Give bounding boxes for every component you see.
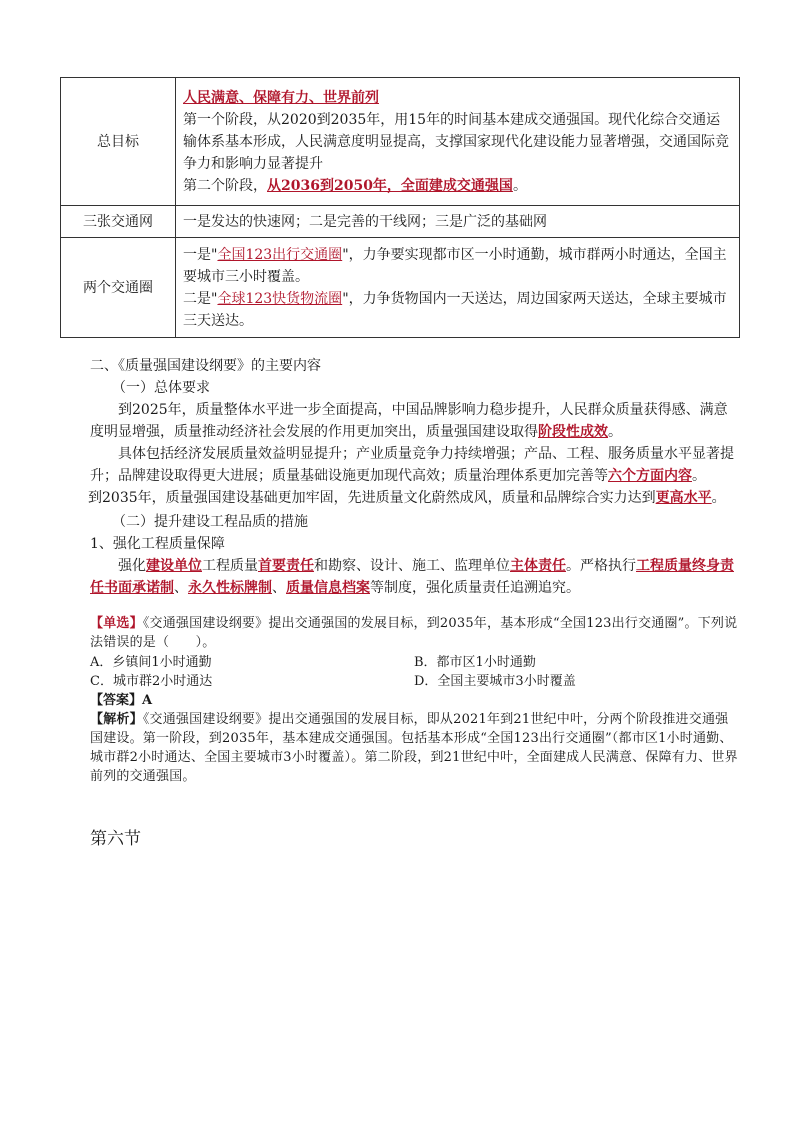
circle-two-text: 二是"全球123快货物流圈"，力争货物国内一天送达，周边国家两天送达，全球主要城市三天送达。 — [183, 290, 727, 329]
analysis: 【解析】《交通强国建设纲要》提出交通强国的发展目标，即从2021年到21世纪中叶，分两个阶段推进交通强国建设。第一阶段，到2035年，基本建成交通强国。包括基本形成“全国123出行交通圈”（都市区1小时通勤、城市群2小时通达、全国主要城市3小时覆盖）。第二阶段，到21世纪中叶，全面建成人民满意、保障有力、世界前列的交通强国。 — [90, 712, 738, 784]
table-row — [61, 238, 740, 338]
circle-one-text: 一是"全国123出行交通圈"，力争要实现都市区一小时通勤，城市群两小时通达，全国主要城市三小时覆盖。 — [183, 246, 727, 285]
row-label: 两个交通圈 — [61, 238, 176, 338]
goals-table — [60, 77, 740, 338]
paragraph: 到2035年，质量强国建设基础更加牢固，先进质量文化蔚然成风，质量和品牌综合实力达到更高水平。 — [88, 490, 726, 506]
table-row — [61, 206, 740, 238]
option-b: B．都市区1小时通勤 — [414, 655, 536, 670]
question-stem: 【单选】《交通强国建设纲要》提出交通强国的发展目标，到2035年，基本形成“全国123出行交通圈”。下列说法错误的是（ ）。 — [90, 616, 738, 650]
highlight-text: 人民满意、保障有力、世界前列 — [183, 89, 379, 106]
subsection-title: （一）总体要求 — [112, 380, 210, 396]
stage-one-text: 第一个阶段，从2020到2035年，用15年的时间基本建成交通强国。现代化综合交通运输体系基本形成，人民满意度明显提高，支撑国家现代化建设能力显著增强，交通国际竞争力和影响力显著提升 — [183, 111, 729, 172]
option-c: C．城市群2小时通达 — [90, 674, 213, 689]
option-d: D．全国主要城市3小时覆盖 — [414, 674, 576, 689]
row-content — [176, 78, 740, 206]
stage-two-text: 第二个阶段，从2036到2050年，全面建成交通强国。 — [183, 177, 527, 194]
option-a: A．乡镇间1小时通勤 — [90, 655, 212, 670]
section-heading: 第六节 — [90, 829, 141, 849]
paragraph: 强化建设单位工程质量首要责任和勘察、设计、施工、监理单位主体责任。严格执行工程质量终身责任书面承诺制、永久性标牌制、质量信息档案等制度，强化质量责任追溯追究。 — [90, 558, 734, 596]
paragraph: 具体包括经济发展质量效益明显提升；产业质量竞争力持续增强；产品、工程、服务质量水平显著提升；品牌建设取得更大进展；质量基础设施更加现代高效；质量治理体系更加完善等六个方面内容。 — [90, 446, 734, 484]
answer: 【答案】A — [90, 693, 153, 708]
row-label: 三张交通网 — [61, 206, 176, 238]
row-label: 总目标 — [61, 78, 176, 206]
list-item-title: 1、强化工程质量保障 — [90, 536, 225, 552]
section-title: 二、《质量强国建设纲要》的主要内容 — [90, 358, 321, 374]
row-content: 一是发达的快速网；二是完善的干线网；三是广泛的基础网 — [176, 206, 740, 238]
subsection-title: （二）提升建设工程品质的措施 — [112, 514, 308, 530]
table-row — [61, 78, 740, 206]
paragraph: 到2025年，质量整体水平进一步全面提高，中国品牌影响力稳步提升，人民群众质量获得感、满意度明显增强，质量推动经济社会发展的作用更加突出，质量强国建设取得阶段性成效。 — [90, 402, 728, 440]
row-content — [176, 238, 740, 338]
